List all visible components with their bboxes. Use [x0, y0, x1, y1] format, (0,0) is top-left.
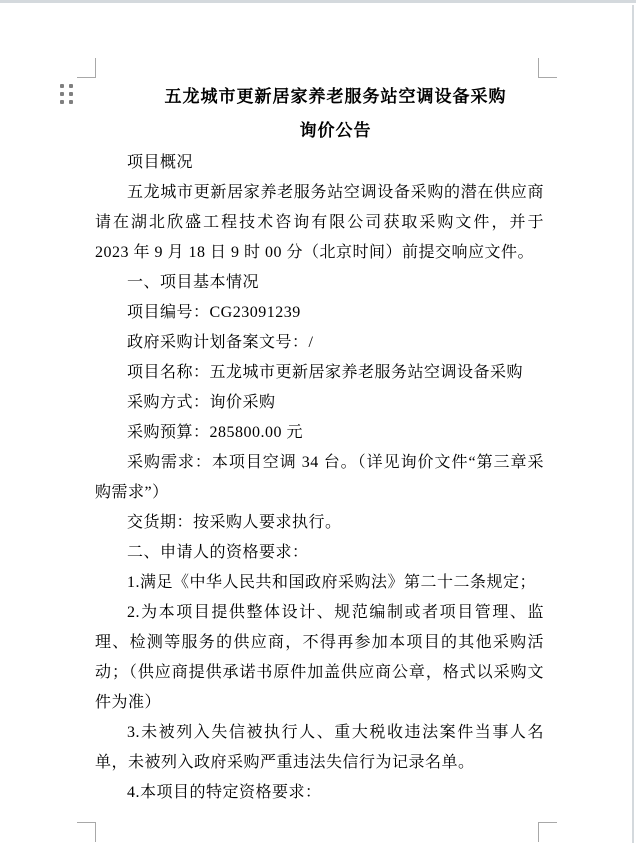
paragraph-delivery: 交货期：按采购人要求执行。 [127, 514, 342, 531]
grip-dot [60, 100, 64, 104]
paragraph-section-2-heading: 二、申请人的资格要求： [127, 544, 309, 561]
crop-mark-top-left [77, 58, 96, 78]
grip-dot [69, 84, 73, 88]
paragraph-procurement-method: 采购方式：询价采购 [127, 394, 276, 411]
page-right-edge [632, 5, 634, 843]
crop-mark-bottom-left [77, 822, 96, 842]
paragraph-qualification-3: 3.未被列入失信被执行人、重大税收违法案件当事人名单，未被列入政府采购严重违法失信行为记录名单。 [95, 724, 544, 771]
page-top-edge [0, 0, 636, 3]
paragraph-qualification-2: 2.为本项目提供整体设计、规范编制或者项目管理、监理、检测等服务的供应商，不得再参加本项目的其他采购活动；（供应商提供承诺书原件加盖供应商公章，格式以采购文件为准） [95, 604, 544, 711]
paragraph-filing-number: 政府采购计划备案文号：/ [127, 334, 314, 351]
grip-dot [69, 100, 73, 104]
grip-dot [60, 84, 64, 88]
paragraph-project-number: 项目编号：CG23091239 [127, 304, 301, 321]
crop-mark-bottom-right [538, 822, 557, 842]
paragraph-requirements: 采购需求：本项目空调 34 台。（详见询价文件“第三章采购需求”） [95, 454, 544, 501]
paragraph-budget: 采购预算：285800.00 元 [127, 424, 304, 441]
grip-dot [60, 92, 64, 96]
paragraph-project-name: 项目名称：五龙城市更新居家养老服务站空调设备采购 [127, 364, 524, 381]
paragraph-qualification-1: 1.满足《中华人民共和国政府采购法》第二十二条规定； [127, 574, 537, 591]
document-title: 五龙城市更新居家养老服务站空调设备采购 [164, 87, 507, 106]
drag-handle-grip-icon[interactable] [60, 84, 73, 104]
crop-mark-top-right [538, 58, 557, 78]
paragraph-overview-body: 五龙城市更新居家养老服务站空调设备采购的潜在供应商请在湖北欣盛工程技术咨询有限公司获取采购文件，并于 2023 年 9 月 18 日 9 时 00 分（北京时间）前提交响应文件。 [95, 184, 544, 261]
paragraph-section-1-heading: 一、项目基本情况 [127, 274, 260, 291]
document-subtitle: 询价公告 [299, 121, 372, 140]
document-body [95, 80, 544, 808]
paragraph-qualification-4: 4.本项目的特定资格要求： [127, 784, 322, 801]
paragraph-project-overview-heading: 项目概况 [127, 154, 194, 171]
grip-dot [69, 92, 73, 96]
